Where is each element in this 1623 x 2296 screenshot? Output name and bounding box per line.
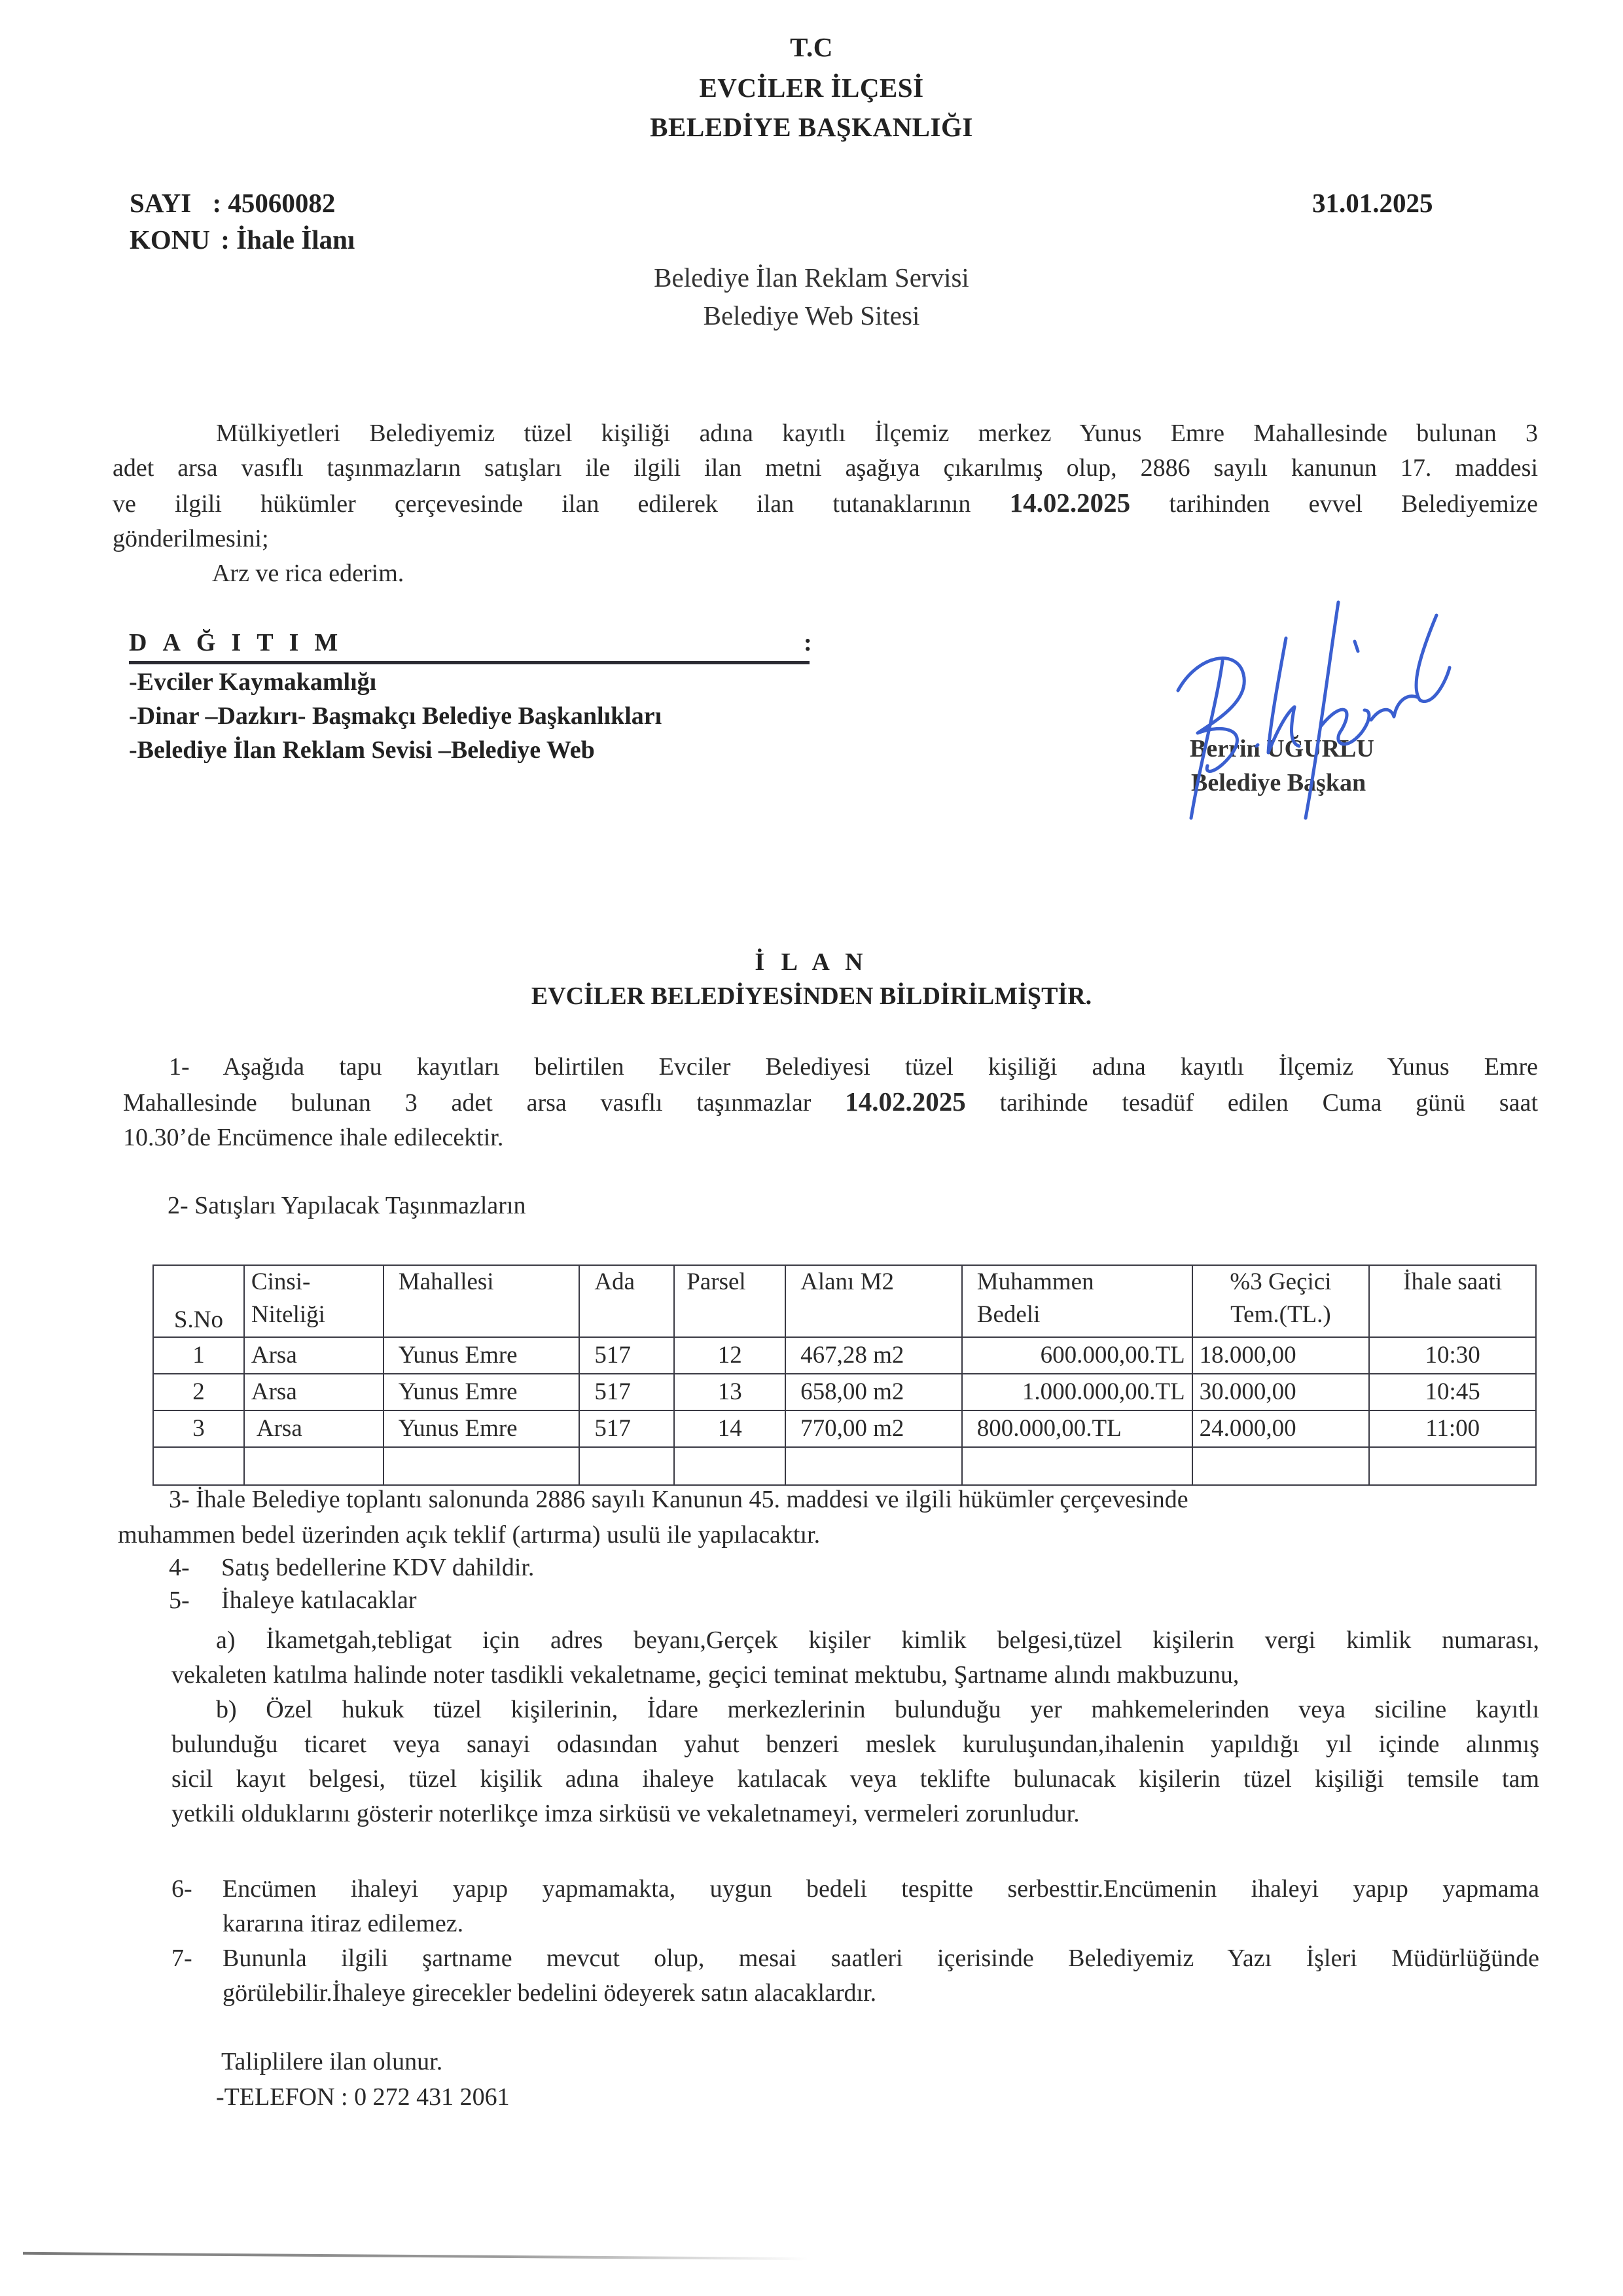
- cell-block: 517: [579, 1374, 674, 1410]
- cell-sno: 3: [153, 1410, 244, 1447]
- item1-line-2-text: Mahallesinde bulunan 3 adet arsa vasıflı taşınmazlar: [123, 1089, 812, 1117]
- cell-block: 517: [579, 1410, 674, 1447]
- cell-parcel: 14: [674, 1410, 785, 1447]
- signature-stroke-u: [1268, 638, 1299, 753]
- cover-line-3-text: ve ilgili hükümler çerçevesinde ilan edilerek ilan tutanaklarının: [113, 490, 971, 518]
- term-5a-line-1: a) İkametgah,tebligat için adres beyanı,Gerçek kişiler kimlik belgesi,tüzel kişilerin vergi kimlik numarası,: [216, 1626, 1539, 1654]
- terms: [118, 1482, 1558, 1552]
- header-parcel: Parsel: [674, 1265, 785, 1337]
- cell-estimated-value: 600.000,00.TL: [962, 1337, 1192, 1374]
- header-deposit: [1192, 1265, 1370, 1337]
- header-auction-time: İhale saati: [1369, 1265, 1536, 1337]
- header-municipality: BELEDİYE BAŞKANLIĞI: [650, 112, 973, 142]
- term-6: [171, 1872, 1539, 1941]
- cell-area: 770,00 m2: [785, 1410, 962, 1447]
- cell-auction-time: 11:00: [1369, 1410, 1536, 1447]
- subject: [130, 224, 355, 255]
- empty-cell: [1192, 1447, 1370, 1485]
- announcement-item-1: [123, 1050, 1538, 1155]
- table-row-empty: [153, 1447, 1536, 1485]
- header-type: [244, 1265, 383, 1337]
- cell-neighborhood: Yunus Emre: [383, 1410, 580, 1447]
- header-area: Alanı M2: [785, 1265, 962, 1337]
- sayi-value: : 45060082: [212, 188, 336, 218]
- term-7-line-2: görülebilir.İhaleye girecekler bedelini ödeyerek satın alacaklardır.: [223, 1979, 877, 2007]
- konu-value: : İhale İlanı: [221, 224, 355, 255]
- cell-parcel: 13: [674, 1374, 785, 1410]
- distribution-item: -Evciler Kaymakamlığı: [129, 668, 377, 696]
- header-district: EVCİLER İLÇESİ: [699, 73, 924, 103]
- header-estimated-value-line2: Bedeli: [976, 1301, 1041, 1328]
- recipient-line-1: Belediye İlan Reklam Servisi: [654, 262, 969, 293]
- distribution-item: -Belediye İlan Reklam Sevisi –Belediye Web: [129, 736, 595, 764]
- distribution-list: [129, 665, 662, 767]
- term-5-text: İhaleye katılacaklar: [221, 1587, 417, 1614]
- table-row: [153, 1410, 1536, 1447]
- item1-line-2-end: tarihinde tesadüf edilen Cuma günü saat: [999, 1089, 1538, 1117]
- term-6-line-2: kararına itiraz edilemez.: [223, 1910, 464, 1937]
- cover-line-2: adet arsa vasıflı taşınmazların satışları ile ilgili ilan metni aşağıya çıkarılmış olup, 2886 sayılı kanunun 17. maddesi: [113, 454, 1538, 482]
- recipient-line-2: Belediye Web Sitesi: [703, 300, 920, 331]
- term-4: [169, 1551, 535, 1584]
- signature-stroke-b-stem: [1191, 661, 1222, 818]
- announcement-title: İ L A N: [755, 948, 868, 976]
- handwritten-signature: [1145, 576, 1571, 825]
- signature-stroke-i-dot: [1355, 641, 1358, 651]
- cell-auction-time: 10:45: [1369, 1374, 1536, 1410]
- cell-sno: 2: [153, 1374, 244, 1410]
- cell-estimated-value: 1.000.000,00.TL: [962, 1374, 1192, 1410]
- empty-cell: [153, 1447, 244, 1485]
- cell-type: Arsa: [244, 1374, 383, 1410]
- signature-stroke-l: [1416, 615, 1450, 702]
- cell-parcel: 12: [674, 1337, 785, 1374]
- cell-block: 517: [579, 1337, 674, 1374]
- header-deposit-line2: Tem.(TL.): [1230, 1301, 1331, 1328]
- term-6-number: 6-: [171, 1875, 192, 1903]
- empty-cell: [244, 1447, 383, 1485]
- distribution-colon: :: [804, 629, 812, 656]
- table-row: [153, 1374, 1536, 1410]
- signature-stroke-g: [1321, 709, 1369, 744]
- cover-line-3: [113, 486, 1538, 522]
- cell-neighborhood: Yunus Emre: [383, 1337, 580, 1374]
- cover-line-4: gönderilmesini;: [113, 525, 269, 552]
- empty-cell: [962, 1447, 1192, 1485]
- table-header-row: [153, 1265, 1536, 1337]
- cell-deposit: 18.000,00: [1192, 1337, 1370, 1374]
- header-estimated-value-line1: Muhammen: [976, 1268, 1094, 1295]
- cell-neighborhood: Yunus Emre: [383, 1374, 580, 1410]
- cell-estimated-value: 800.000,00.TL: [962, 1410, 1192, 1447]
- term-7-line-1: Bununla ilgili şartname mevcut olup, mesai saatleri içerisinde Belediyemiz Yazı İşleri Müdürlüğünde: [223, 1945, 1539, 1972]
- item1-line-1: 1- Aşağıda tapu kayıtları belirtilen Evciler Belediyesi tüzel kişiliği adına kayıtlı İlçemiz Yunus Emre: [169, 1053, 1538, 1081]
- cell-type: Arsa: [244, 1337, 383, 1374]
- term-5b-line-3: sicil kayıt belgesi, tüzel kişilik adına ihaleye katılacak veya teklifte bulunacak kişilerin tüzel kişiliği temsile tam: [171, 1765, 1539, 1793]
- deadline-date: 14.02.2025: [1009, 488, 1131, 518]
- item1-line-3: 10.30’de Encümence ihale edilecektir.: [123, 1124, 504, 1151]
- term-3-line-1: 3- İhale Belediye toplantı salonunda 2886 sayılı Kanunun 45. maddesi ve ilgili hükümler çerçevesinde: [169, 1486, 1188, 1513]
- announcement-item-2: 2- Satışları Yapılacak Taşınmazların: [168, 1192, 526, 1219]
- signatory-name: Berrin UĞURLU: [1190, 735, 1374, 762]
- cell-area: 467,28 m2: [785, 1337, 962, 1374]
- document-date: 31.01.2025: [1312, 188, 1433, 218]
- sayi-label: SAYI: [130, 188, 192, 218]
- header-deposit-line1: %3 Geçici: [1230, 1268, 1332, 1295]
- header-block: Ada: [579, 1265, 674, 1337]
- term-4-number: 4-: [169, 1554, 190, 1581]
- header-estimated-value: [962, 1265, 1192, 1337]
- distribution-underline: [129, 661, 810, 664]
- header-tc: T.C: [790, 32, 833, 62]
- empty-cell: [579, 1447, 674, 1485]
- empty-cell: [674, 1447, 785, 1485]
- distribution-item: -Dinar –Dazkırı- Başmakçı Belediye Başkanlıkları: [129, 702, 662, 730]
- term-5-requirements: [171, 1623, 1539, 1831]
- header-neighborhood: Mahallesi: [383, 1265, 580, 1337]
- header-type-line2: Niteliği: [251, 1301, 325, 1328]
- term-7: [171, 1941, 1539, 2011]
- property-table: [152, 1265, 1537, 1486]
- cell-type: Arsa: [244, 1410, 383, 1447]
- cover-line-3-end: tarihinden evvel Belediyemize: [1169, 490, 1539, 518]
- term-5: [169, 1584, 417, 1617]
- phone-number: -TELEFON : 0 272 431 2061: [216, 2083, 510, 2111]
- empty-cell: [383, 1447, 580, 1485]
- announcement-subtitle: EVCİLER BELEDİYESİNDEN BİLDİRİLMİŞTİR.: [531, 982, 1092, 1010]
- scan-edge-line: [23, 2252, 808, 2260]
- term-7-number: 7-: [171, 1945, 192, 1972]
- cell-deposit: 24.000,00: [1192, 1410, 1370, 1447]
- empty-cell: [785, 1447, 962, 1485]
- cell-area: 658,00 m2: [785, 1374, 962, 1410]
- header-sno: [153, 1265, 244, 1337]
- signature-stroke-long: [1306, 602, 1338, 818]
- term-5-number: 5-: [169, 1587, 190, 1614]
- reference-number: [130, 187, 335, 219]
- signature-stroke-m: [1371, 696, 1417, 720]
- closing-announcement: Taliplilere ilan olunur.: [221, 2048, 443, 2075]
- cover-line-1: Mülkiyetleri Belediyemiz tüzel kişiliği adına kayıtlı İlçemiz merkez Yunus Emre Mahallesinde bulunan 3: [216, 420, 1538, 447]
- cell-sno: 1: [153, 1337, 244, 1374]
- cell-deposit: 30.000,00: [1192, 1374, 1370, 1410]
- header-sno-text: S.No: [173, 1306, 223, 1333]
- distribution-title: DAĞITIM: [129, 629, 354, 656]
- term-5b-line-4: yetkili olduklarını gösterir noterlikçe imza sirküsü ve vekaletnameyi, vermeleri zorunludur.: [171, 1800, 1080, 1827]
- term-5b-line-2: bulunduğu ticaret veya sanayi odasından yahut benzeri meslek kuruluşundan,ihalenin yapıldığı yıl içinde alınmış: [171, 1731, 1539, 1758]
- term-6-line-1: Encümen ihaleyi yapıp yapmamakta, uygun bedeli tespitte serbesttir.Encümenin ihaleyi yapıp yapmama: [223, 1875, 1539, 1903]
- term-4-text: Satış bedellerine KDV dahildir.: [221, 1554, 535, 1581]
- closing-phrase: Arz ve rica ederim.: [212, 560, 404, 587]
- term-5a-line-2: vekaleten katılma halinde noter tasdikli vekaletname, geçici teminat mektubu, Şartname alındı makbuzunu,: [171, 1661, 1240, 1689]
- empty-cell: [1369, 1447, 1536, 1485]
- term-5b-line-1: b) Özel hukuk tüzel kişilerinin, İdare merkezlerinin bulunduğu yer mahkemelerinden veya siciline kayıtlı: [216, 1696, 1539, 1723]
- cell-auction-time: 10:30: [1369, 1337, 1536, 1374]
- cover-letter: [113, 416, 1538, 591]
- konu-label: KONU: [130, 224, 210, 255]
- table-row: [153, 1337, 1536, 1374]
- auction-date: 14.02.2025: [845, 1086, 966, 1117]
- term-3-line-2: muhammen bedel üzerinden açık teklif (artırma) usulü ile yapılacaktır.: [118, 1521, 821, 1549]
- item1-line-2: [123, 1085, 1538, 1121]
- signatory-title: Belediye Başkan: [1191, 769, 1366, 797]
- header-type-line1: Cinsi-: [251, 1268, 311, 1295]
- signature-dot: [1257, 745, 1258, 746]
